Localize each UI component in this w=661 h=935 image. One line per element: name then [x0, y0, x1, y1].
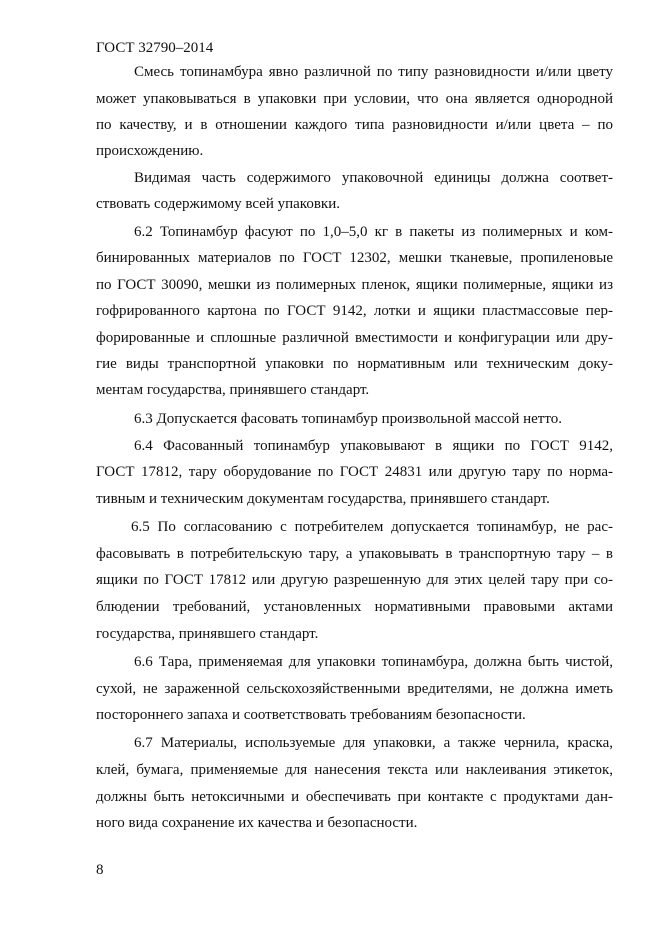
- page-number: 8: [96, 862, 104, 878]
- text-line: 6.3 Допускается фасовать топинамбур произвольной массой нетто.: [134, 411, 562, 427]
- text-line: ГОСТ 17812, тару оборудование по ГОСТ 24831 или другую тару по норма-: [96, 464, 613, 480]
- text-line: форированные и сплошные различной вместимости и конфигурации или дру-: [96, 330, 613, 346]
- text-line: по ГОСТ 30090, мешки из полимерных пленок, ящики полимерные, ящики из: [96, 277, 613, 293]
- text-line: государства, принявшего стандарт.: [96, 626, 319, 642]
- text-line: клей, бумага, применяемые для нанесения текста или наклеивания этикеток,: [96, 762, 613, 778]
- text-line: 6.4 Фасованный топинамбур упаковывают в ящики по ГОСТ 9142,: [134, 438, 613, 454]
- text-line: ментам государства, принявшего стандарт.: [96, 382, 370, 398]
- text-line: ствовать содержимому всей упаковки.: [96, 196, 340, 212]
- text-line: 6.5 По согласованию с потребителем допускается топинамбур, не рас-: [131, 519, 613, 535]
- text-line: происхождению.: [96, 143, 204, 159]
- text-line: гофрированного картона по ГОСТ 9142, лотки и ящики пластмассовые пер-: [96, 303, 613, 319]
- text-line: по качеству, и в отношении каждого типа разновидности и/или цвета – по: [96, 117, 613, 133]
- text-line: 6.6 Тара, применяемая для упаковки топинамбура, должна быть чистой,: [134, 654, 613, 670]
- text-line: блюдении требований, установленных нормативными правовыми актами: [96, 599, 613, 615]
- text-line: гие виды транспортной упаковки по нормативным или техническим доку-: [96, 356, 613, 372]
- standard-header: ГОСТ 32790–2014: [96, 40, 214, 56]
- text-line: 6.7 Материалы, используемые для упаковки, а также чернила, краска,: [134, 735, 613, 751]
- text-line: сухой, не зараженной сельскохозяйственными вредителями, не должна иметь: [96, 681, 613, 697]
- text-line: тивным и техническим документам государства, принявшего стандарт.: [96, 491, 550, 507]
- text-line: может упаковываться в упаковки при условии, что она является однородной: [96, 91, 613, 107]
- text-line: ного вида сохранение их качества и безопасности.: [96, 815, 418, 831]
- text-line: ящики по ГОСТ 17812 или другую разрешенную для этих целей тару при со-: [96, 572, 613, 588]
- text-line: 6.2 Топинамбур фасуют по 1,0–5,0 кг в пакеты из полимерных и ком-: [134, 224, 613, 240]
- text-line: Смесь топинамбура явно различной по типу разновидности и/или цвету: [134, 64, 613, 80]
- text-line: должны быть нетоксичными и обеспечивать при контакте с продуктами дан-: [96, 789, 613, 805]
- text-line: постороннего запаха и соответствовать требованиям безопасности.: [96, 707, 526, 723]
- text-line: Видимая часть содержимого упаковочной единицы должна соответ-: [134, 170, 613, 186]
- text-line: бинированных материалов по ГОСТ 12302, мешки тканевые, пропиленовые: [96, 250, 613, 266]
- text-line: фасовывать в потребительскую тару, а упаковывать в транспортную тару – в: [96, 546, 613, 562]
